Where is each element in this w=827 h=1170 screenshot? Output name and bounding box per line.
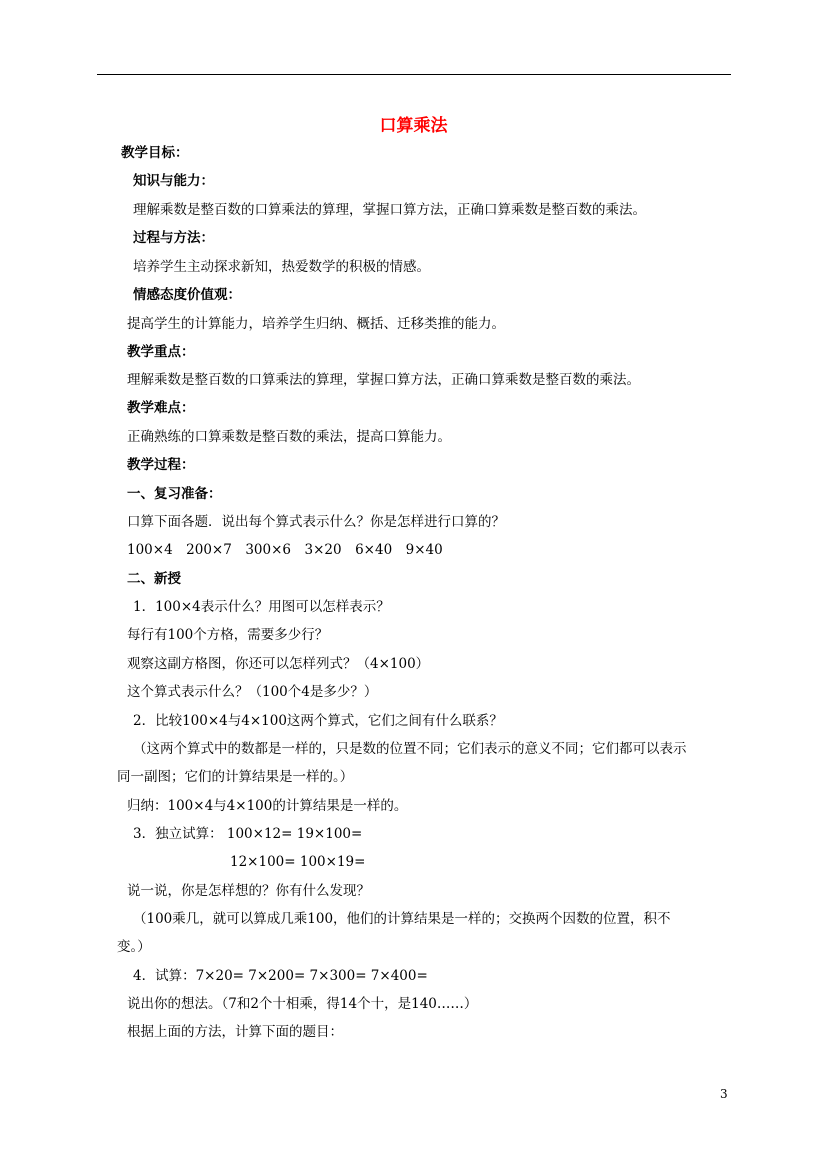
paragraph-line: 提高学生的计算能力，培养学生归纳、概括、迁移类推的能力。 (127, 316, 505, 332)
paragraph-line: 归纳：100×4与4×100的计算结果是一样的。 (127, 798, 408, 814)
header-rule (97, 74, 731, 75)
paragraph-line: 培养学生主动探求新知，热爱数学的积极的情感。 (133, 259, 430, 275)
paragraph-line: 观察这副方格图，你还可以怎样列式？（4×100） (127, 656, 430, 672)
section-heading-difficulty: 教学难点： (127, 400, 195, 416)
paragraph-line: 正确熟练的口算乘数是整百数的乘法，提高口算能力。 (127, 429, 451, 445)
page-number: 3 (720, 1087, 728, 1101)
section-heading-process: 教学过程： (127, 457, 195, 473)
exercise-line: 12×100= 100×19= (230, 854, 366, 870)
paragraph-line: 理解乘数是整百数的口算乘法的算理，掌握口算方法，正确口算乘数是整百数的乘法。 (127, 372, 640, 388)
paragraph-line: （100乘几，就可以算成几乘100，他们的计算结果是一样的；交换两个因数的位置，积不 (133, 911, 671, 927)
section-heading-keypoints: 教学重点： (127, 344, 195, 360)
paragraph-line: 1．100×4表示什么？用图可以怎样表示？ (133, 599, 390, 615)
section-heading-objectives: 教学目标： (121, 145, 189, 161)
subheading-knowledge: 知识与能力： (133, 173, 214, 189)
paragraph-line: （这两个算式中的数都是一样的，只是数的位置不同；它们表示的意义不同；它们都可以表示 (133, 741, 687, 757)
paragraph-line: 同一副图；它们的计算结果是一样的。） (117, 769, 354, 785)
paragraph-line: 口算下面各题．说出每个算式表示什么？你是怎样进行口算的？ (127, 514, 505, 530)
page-title: 口算乘法 (379, 116, 448, 136)
section-heading-new: 二、新授 (127, 571, 181, 587)
section-heading-review: 一、复习准备： (127, 486, 222, 502)
paragraph-line: 这个算式表示什么？（100个4是多少？） (127, 684, 378, 700)
paragraph-line: 2．比较100×4与4×100这两个算式，它们之间有什么联系？ (133, 713, 503, 729)
paragraph-line: 理解乘数是整百数的口算乘法的算理，掌握口算方法，正确口算乘数是整百数的乘法。 (133, 202, 646, 218)
exercise-line: 100×4 200×7 300×6 3×20 6×40 9×40 (127, 542, 443, 558)
exercise-line: 3．独立试算： 100×12= 19×100= (133, 826, 363, 842)
paragraph-line: 根据上面的方法，计算下面的题目： (127, 1024, 343, 1040)
paragraph-line: 每行有100个方格，需要多少行？ (127, 627, 329, 643)
subheading-attitude: 情感态度价值观： (133, 287, 241, 303)
subheading-process: 过程与方法： (133, 230, 214, 246)
paragraph-line: 说一说，你是怎样想的？你有什么发现？ (127, 883, 370, 899)
paragraph-line: 说出你的想法。（7和2个十相乘，得14个十，是140……） (127, 996, 478, 1012)
exercise-line: 4．试算：7×20= 7×200= 7×300= 7×400= (133, 968, 428, 984)
paragraph-line: 变。） (117, 939, 151, 955)
